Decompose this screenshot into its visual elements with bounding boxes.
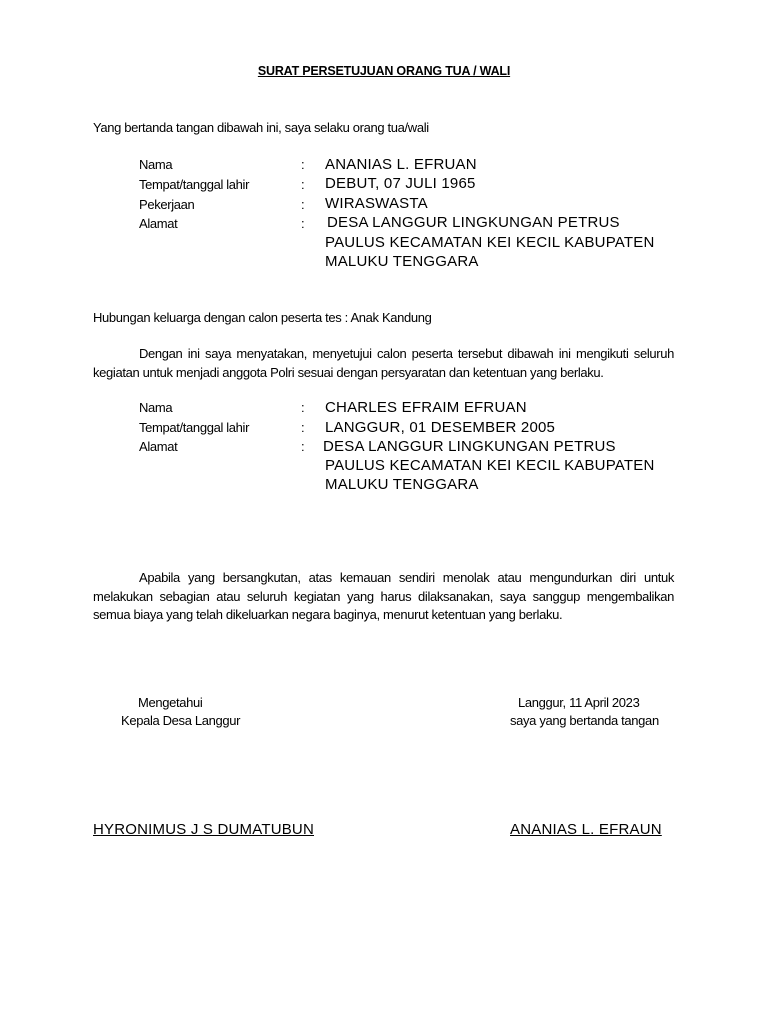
candidate-birth-value: LANGGUR, 01 DESEMBER 2005 xyxy=(325,419,556,436)
colon: : xyxy=(301,400,305,415)
guardian-name-value: ANANIAS L. EFRUAN xyxy=(325,156,477,173)
candidate-birth-label: Tempat/tanggal lahir xyxy=(139,420,250,435)
guardian-address-line2: PAULUS KECAMATAN KEI KECIL KABUPATEN xyxy=(325,234,655,251)
colon: : xyxy=(301,420,305,435)
guardian-name-label: Nama xyxy=(139,157,173,172)
candidate-address-line2: PAULUS KECAMATAN KEI KECIL KABUPATEN xyxy=(325,457,655,474)
candidate-name-label: Nama xyxy=(139,400,173,415)
signer-caption: saya yang bertanda tangan xyxy=(510,713,659,728)
colon: : xyxy=(301,197,305,212)
guardian-job-label: Pekerjaan xyxy=(139,197,195,212)
colon: : xyxy=(301,439,305,454)
candidate-address-label: Alamat xyxy=(139,439,178,454)
guardian-birth-label: Tempat/tanggal lahir xyxy=(139,177,250,192)
guardian-address-line1: DESA LANGGUR LINGKUNGAN PETRUS xyxy=(327,214,620,231)
intro-text: Yang bertanda tangan dibawah ini, saya selaku orang tua/wali xyxy=(93,120,429,135)
colon: : xyxy=(301,216,305,231)
guardian-address-line3: MALUKU TENGGARA xyxy=(325,253,479,270)
acknowledged-label: Mengetahui xyxy=(138,695,203,710)
village-head-name: HYRONIMUS J S DUMATUBUN xyxy=(93,821,314,838)
clause-paragraph: Apabila yang bersangkutan, atas kemauan sendiri menolak atau mengundurkan diri untuk melakukan sebagian atau seluruh kegiatan yang harus dilaksanakan, saya sanggup mengembalikan semua biaya yang telah dikeluarkan negara baginya, menurut ketentuan yang berlaku. xyxy=(93,570,674,622)
colon: : xyxy=(301,177,305,192)
place-date: Langgur, 11 April 2023 xyxy=(518,695,640,710)
candidate-address-line1: DESA LANGGUR LINGKUNGAN PETRUS xyxy=(323,438,616,455)
village-head-title: Kepala Desa Langgur xyxy=(121,713,241,728)
guardian-address-label: Alamat xyxy=(139,216,178,231)
document-title: SURAT PERSETUJUAN ORANG TUA / WALI xyxy=(257,64,511,78)
signer-name: ANANIAS L. EFRAUN xyxy=(510,821,662,838)
candidate-name-value: CHARLES EFRAIM EFRUAN xyxy=(325,399,527,416)
statement-paragraph: Dengan ini saya menyatakan, menyetujui calon peserta tersebut dibawah ini mengikuti seluruh kegiatan untuk menjadi anggota Polri sesuai dengan persyaratan dan ketentuan yang berlaku. xyxy=(93,346,674,380)
guardian-birth-value: DEBUT, 07 JULI 1965 xyxy=(325,175,476,192)
candidate-address-line3: MALUKU TENGGARA xyxy=(325,476,479,493)
guardian-job-value: WIRASWASTA xyxy=(325,195,428,212)
relation-text: Hubungan keluarga dengan calon peserta tes : Anak Kandung xyxy=(93,310,432,325)
colon: : xyxy=(301,157,305,172)
